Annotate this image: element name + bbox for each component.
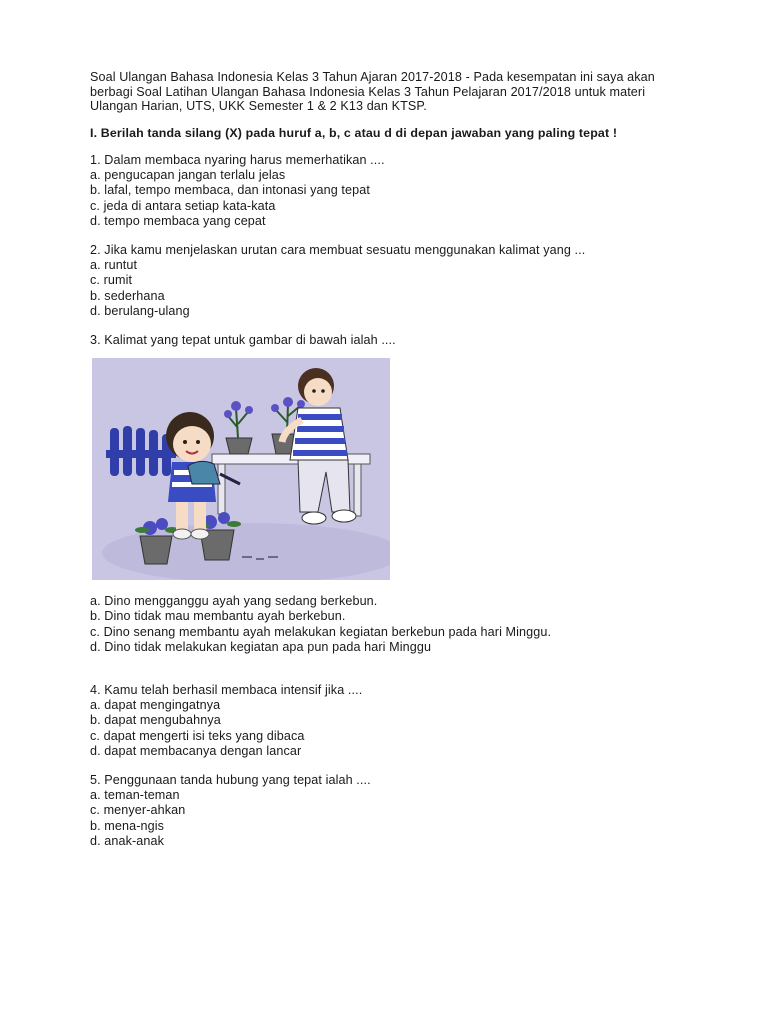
option-item: c. Dino senang membantu ayah melakukan kegiatan berkebun pada hari Minggu. [90,624,552,639]
question-stem: 5. Penggunaan tanda hubung yang tepat ialah .... [90,772,371,787]
question-3 [90,333,690,656]
option-item: c. dapat mengerti isi teks yang dibaca [90,728,305,743]
document-page [90,70,690,863]
question-1 [90,153,690,230]
gardening-illustration [92,358,390,580]
option-item: c. menyer-ahkan [90,803,186,818]
option-item: d. berulang-ulang [90,304,190,319]
section-instruction: I. Berilah tanda silang (X) pada huruf a, b, c atau d di depan jawaban yang paling tepat ! [90,125,618,140]
option-item: a. dapat mengingatnya [90,698,221,712]
option-item: b. mena-ngis [90,818,165,833]
option-item: b. Dino tidak mau membantu ayah berkebun. [90,609,346,624]
option-item: b. sederhana [90,288,165,303]
option-item: c. jeda di antara setiap kata-kata [90,198,276,213]
option-item: b. dapat mengubahnya [90,713,221,728]
option-item: d. Dino tidak melakukan kegiatan apa pun pada hari Minggu [90,640,432,655]
question-5 [90,773,690,850]
question-stem: 3. Kalimat yang tepat untuk gambar di bawah ialah .... [90,332,396,347]
option-item: a. Dino mengganggu ayah yang sedang berkebun. [90,593,378,608]
option-item: b. lafal, tempo membaca, dan intonasi yang tepat [90,183,370,198]
option-item: a. pengucapan jangan terlalu jelas [90,167,286,182]
option-item: a. runtut [90,257,138,272]
option-item: d. tempo membaca yang cepat [90,214,266,229]
question-2 [90,243,690,320]
option-item: d. anak-anak [90,834,165,849]
intro-paragraph: Soal Ulangan Bahasa Indonesia Kelas 3 Tahun Ajaran 2017-2018 - Pada kesempatan ini saya akan berbagi Soal Latihan Ulangan Bahasa Indonesia Kelas 3 Tahun Pelajaran 2017/2018 untuk materi Ulangan Harian, UTS, UKK Semester 1 & 2 K13 dan KTSP. [90,70,655,113]
question-4 [90,683,690,760]
option-item: c. rumit [90,273,133,288]
option-item: d. dapat membacanya dengan lancar [90,744,302,759]
question-stem: 1. Dalam membaca nyaring harus memerhatikan .... [90,152,385,167]
question-stem: 2. Jika kamu menjelaskan urutan cara membuat sesuatu menggunakan kalimat yang ... [90,242,586,257]
option-item: a. teman-teman [90,788,180,803]
question-stem: 4. Kamu telah berhasil membaca intensif jika .... [90,682,363,697]
